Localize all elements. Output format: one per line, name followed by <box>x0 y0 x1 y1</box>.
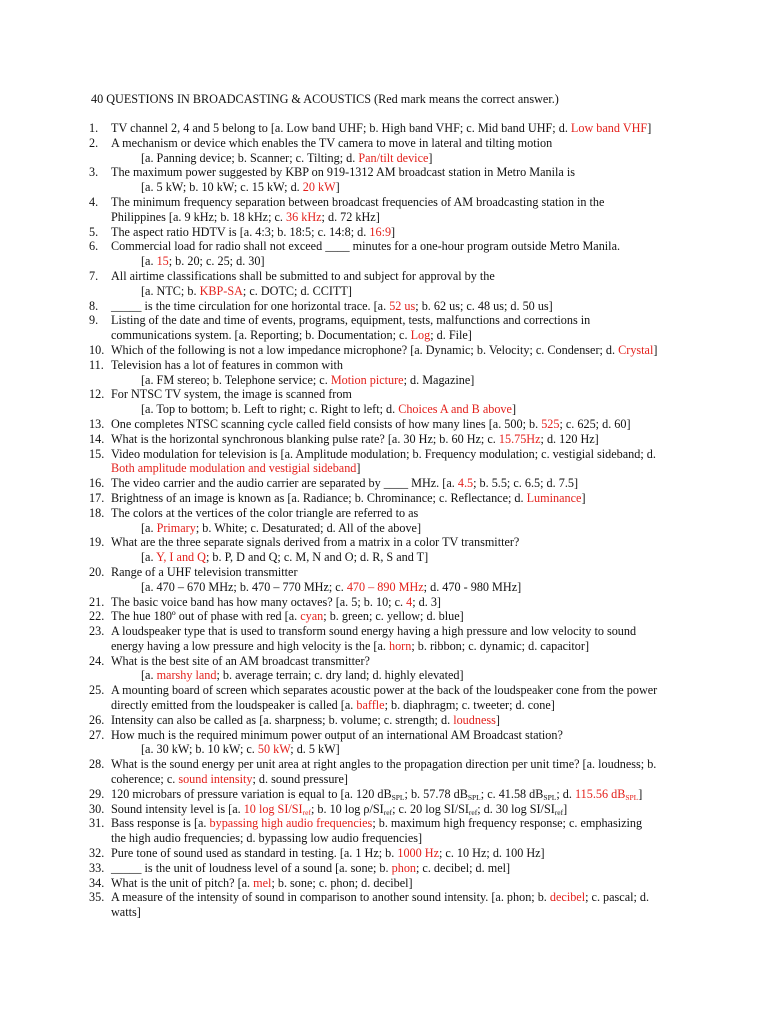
question-number: 4. <box>89 194 99 209</box>
question-item <box>89 890 689 920</box>
question-item <box>89 757 689 787</box>
correct-answer-text: mel <box>253 875 272 890</box>
question-line <box>111 757 689 772</box>
subscript-text: SPL <box>543 792 557 802</box>
question-item <box>89 313 689 343</box>
question-item <box>89 165 689 195</box>
question-text: Brightness of an image is known as [a. Radiance; b. Chrominance; c. Reflectance; d. <box>111 490 527 505</box>
question-text: One completes NTSC scanning cycle called field consists of how many lines [a. 500; b. <box>111 416 542 431</box>
question-line <box>111 432 689 447</box>
question-number: 33. <box>89 860 105 875</box>
correct-answer-text: Low band VHF <box>570 121 648 135</box>
question-item <box>89 343 689 358</box>
question-text: ] <box>335 180 340 195</box>
question-line <box>111 698 689 713</box>
question-line <box>111 299 689 314</box>
question-text: A measure of the intensity of sound in comparison to another sound intensity. [a. phon; b. <box>111 890 550 905</box>
question-number: 15. <box>89 446 105 461</box>
question-number: 25. <box>89 683 105 698</box>
correct-answer-text: Choices A and B above <box>398 402 512 417</box>
question-item <box>89 861 689 876</box>
question-text: _____ is the unit of loudness level of a sound [a. sone; b. <box>111 860 392 875</box>
question-text: The hue 180º out of phase with red [a. <box>111 609 301 624</box>
question-line <box>111 210 689 225</box>
question-text: ] <box>638 786 643 801</box>
correct-answer-text: Both amplitude modulation and vestigial sideband <box>111 461 357 476</box>
question-number: 23. <box>89 624 105 639</box>
question-item <box>89 876 689 891</box>
correct-answer-text: Motion picture <box>330 372 404 387</box>
question-line <box>111 195 689 210</box>
question-number: 7. <box>89 268 99 283</box>
question-number: 30. <box>89 801 105 816</box>
question-text: Pure tone of sound used as standard in testing. [a. 1 Hz; b. <box>111 846 398 861</box>
question-line <box>111 624 689 639</box>
subscript-text: SPL <box>391 792 405 802</box>
question-item <box>89 432 689 447</box>
question-line <box>111 816 689 831</box>
question-text: A mechanism or device which enables the TV camera to move in lateral and tilting motion <box>111 135 553 150</box>
correct-answer-text: 15 <box>156 254 169 269</box>
question-line <box>111 165 689 180</box>
correct-answer-text: 470 – 890 MHz <box>346 579 424 594</box>
question-item <box>89 506 689 536</box>
question-text: ; b. average terrain; c. dry land; d. highly elevated] <box>216 668 464 683</box>
correct-answer-text: 115.56 dB <box>574 786 626 801</box>
question-text: Intensity can also be called as [a. sharpness; b. volume; c. strength; d. <box>111 712 454 727</box>
question-text: [a. 470 – 670 MHz; b. 470 – 770 MHz; c. <box>141 579 347 594</box>
question-number: 24. <box>89 653 105 668</box>
correct-answer-text: SPL <box>625 792 639 802</box>
document-title: 40 QUESTIONS IN BROADCASTING & ACOUSTICS (Red mark means the correct answer.) <box>91 92 559 106</box>
subscript-text: SPL <box>467 792 481 802</box>
question-line <box>111 447 689 462</box>
question-line <box>111 742 689 757</box>
correct-answer-text: KBP-SA <box>199 283 243 298</box>
question-text: The colors at the vertices of the color triangle are referred to as <box>111 505 419 520</box>
question-text: [a. Panning device; b. Scanner; c. Tilting; d. <box>141 150 359 165</box>
question-text: ] <box>563 801 568 816</box>
question-line <box>111 580 689 595</box>
correct-answer-text: 4.5 <box>457 476 474 491</box>
question-text: ] <box>653 342 658 357</box>
question-line <box>111 417 689 432</box>
question-line <box>111 521 689 536</box>
question-text: ; b. sone; c. phon; d. decibel] <box>271 875 413 890</box>
question-line <box>111 565 689 580</box>
subscript-text: ref <box>468 807 478 817</box>
question-text: ; d. 470 - 980 MHz] <box>423 579 522 594</box>
question-line <box>111 668 689 683</box>
subscript-text: ref <box>554 807 564 817</box>
question-text: The minimum frequency separation between broadcast frequencies of AM broadcasting station in the <box>111 194 605 209</box>
correct-answer-text: bypassing high audio frequencies <box>209 816 373 831</box>
question-line <box>111 890 689 905</box>
question-text: [a. FM stereo; b. Telephone service; c. <box>141 372 331 387</box>
question-item <box>89 535 689 565</box>
question-text: The video carrier and the audio carrier are separated by ____ MHz. [a. <box>111 476 458 491</box>
correct-answer-text: cyan <box>300 609 324 624</box>
question-line <box>111 787 689 802</box>
correct-answer-text: phon <box>391 860 416 875</box>
question-number: 31. <box>89 816 105 831</box>
question-number: 6. <box>89 239 99 254</box>
question-number: 28. <box>89 757 105 772</box>
correct-answer-text: marshy land <box>156 668 217 683</box>
correct-answer-text: Log <box>410 328 431 343</box>
question-item <box>89 269 689 299</box>
question-item <box>89 195 689 225</box>
question-line <box>111 284 689 299</box>
question-text: ] <box>511 402 516 417</box>
question-list <box>89 121 689 920</box>
question-number: 14. <box>89 431 105 446</box>
question-number: 16. <box>89 476 105 491</box>
question-text: ; b. P, D and Q; c. M, N and O; d. R, S and T] <box>205 550 429 565</box>
question-text: ; d. File] <box>430 328 472 343</box>
question-item <box>89 136 689 166</box>
question-text: ; b. 20; c. 25; d. 30] <box>168 254 265 269</box>
question-text: Philippines [a. 9 kHz; b. 18 kHz; c. <box>111 209 286 224</box>
question-text: [a. NTC; b. <box>141 283 200 298</box>
question-text: energy having a low pressure and high velocity is the [a. <box>111 638 389 653</box>
question-text: ] <box>647 121 652 135</box>
question-number: 18. <box>89 505 105 520</box>
question-text: [a. Top to bottom; b. Left to right; c. Right to left; d. <box>141 402 399 417</box>
question-number: 2. <box>89 135 99 150</box>
question-text: ; b. green; c. yellow; d. blue] <box>323 609 464 624</box>
question-item <box>89 491 689 506</box>
question-item <box>89 595 689 610</box>
question-item <box>89 239 689 269</box>
question-number: 11. <box>89 357 104 372</box>
question-text: The maximum power suggested by KBP on 919-1312 AM broadcast station in Metro Manila is <box>111 165 575 180</box>
correct-answer-text: 525 <box>541 416 560 431</box>
question-line <box>111 180 689 195</box>
question-text: Commercial load for radio shall not exceed ____ minutes for a one-hour program outside Metro Manila. <box>111 239 621 254</box>
question-line <box>111 772 689 787</box>
question-text: ; d. Magazine] <box>403 372 475 387</box>
question-text: How much is the required minimum power output of an international AM Broadcast station? <box>111 727 563 742</box>
correct-answer-text: 4 <box>406 594 413 609</box>
correct-answer-text: Crystal <box>618 342 654 357</box>
question-text: The basic voice band has how many octaves? [a. 5; b. 10; c. <box>111 594 407 609</box>
correct-answer-text: ref <box>302 807 311 817</box>
correct-answer-text: 16:9 <box>369 224 392 239</box>
question-text: ; b. ribbon; c. dynamic; d. capacitor] <box>411 638 590 653</box>
question-item <box>89 121 689 136</box>
question-item <box>89 565 689 595</box>
question-line <box>111 121 689 136</box>
correct-answer-text: Primary <box>156 520 196 535</box>
question-text: ; c. 41.58 dB <box>480 786 544 801</box>
question-text: A loudspeaker type that is used to transform sound energy having a high pressure and low velocity to sound <box>111 624 637 639</box>
question-text: ; c. 10 Hz; d. 100 Hz] <box>439 846 545 861</box>
question-number: 32. <box>89 846 105 861</box>
question-item <box>89 816 689 846</box>
question-item <box>89 447 689 477</box>
question-line <box>111 461 689 476</box>
question-number: 35. <box>89 890 105 905</box>
question-number: 9. <box>89 313 99 328</box>
question-line <box>111 328 689 343</box>
subscript-text: ref <box>383 807 393 817</box>
question-line <box>111 861 689 876</box>
question-text: What is the horizontal synchronous blanking pulse rate? [a. 30 Hz; b. 60 Hz; c. <box>111 431 499 446</box>
question-number: 26. <box>89 712 105 727</box>
correct-answer-text: 36 kHz <box>286 209 322 224</box>
question-text: ; d. 3] <box>412 594 441 609</box>
question-line <box>111 387 689 402</box>
question-text: ; d. <box>556 786 575 801</box>
question-text: ; b. 62 us; c. 48 us; d. 50 us] <box>415 298 553 313</box>
question-number: 20. <box>89 564 105 579</box>
question-line <box>111 595 689 610</box>
question-text: What is the unit of pitch? [a. <box>111 875 254 890</box>
question-text: ; c. decibel; d. mel] <box>416 860 511 875</box>
question-text: Range of a UHF television transmitter <box>111 564 298 579</box>
question-text: 120 microbars of pressure variation is equal to [a. 120 dB <box>111 786 392 801</box>
question-text: ] <box>356 461 361 476</box>
question-item <box>89 713 689 728</box>
question-text: ] <box>495 712 500 727</box>
question-number: 29. <box>89 786 105 801</box>
question-line <box>111 506 689 521</box>
question-text: ] <box>581 490 586 505</box>
correct-answer-text: 50 kW <box>257 742 291 757</box>
question-text: For NTSC TV system, the image is scanned from <box>111 387 352 402</box>
correct-answer-text: 52 us <box>389 298 416 313</box>
question-text: Television has a lot of features in common with <box>111 357 344 372</box>
question-text: [a. <box>141 520 157 535</box>
question-text: All airtime classifications shall be submitted to and subject for approval by the <box>111 268 495 283</box>
question-line <box>111 876 689 891</box>
question-text: ; d. 30 log SI/SI <box>477 801 555 816</box>
question-number: 10. <box>89 342 105 357</box>
question-text: [a. <box>141 668 157 683</box>
question-item <box>89 609 689 624</box>
question-line <box>111 254 689 269</box>
question-line <box>111 609 689 624</box>
question-number: 17. <box>89 490 105 505</box>
question-text: ; d. 120 Hz] <box>540 431 599 446</box>
question-line <box>111 713 689 728</box>
question-line <box>111 476 689 491</box>
question-number: 19. <box>89 535 105 550</box>
question-line <box>111 905 689 920</box>
correct-answer-text: 1000 Hz <box>397 846 439 861</box>
question-number: 21. <box>89 594 105 609</box>
question-line <box>111 373 689 388</box>
question-number: 34. <box>89 875 105 890</box>
question-text: ; d. sound pressure] <box>252 772 348 787</box>
question-text: [a. 30 kW; b. 10 kW; c. <box>141 742 258 757</box>
question-text: ] <box>428 150 433 165</box>
correct-answer-text: 10 log SI/SI <box>243 801 303 816</box>
question-line <box>111 491 689 506</box>
question-item <box>89 417 689 432</box>
question-text: communications system. [a. Reporting; b. Documentation; c. <box>111 328 411 343</box>
question-line <box>111 846 689 861</box>
question-text: ; c. 625; d. 60] <box>559 416 631 431</box>
question-line <box>111 802 689 817</box>
question-line <box>111 151 689 166</box>
question-line <box>111 402 689 417</box>
question-item <box>89 358 689 388</box>
question-text: A mounting board of screen which separates acoustic power at the back of the loudspeaker cone from the power <box>111 683 658 698</box>
question-text: Bass response is [a. <box>111 816 210 831</box>
question-item <box>89 683 689 713</box>
correct-answer-text: 15.75Hz <box>498 431 541 446</box>
question-number: 1. <box>89 121 99 135</box>
correct-answer-text: loudness <box>453 712 496 727</box>
question-line <box>111 831 689 846</box>
question-text: ; c. DOTC; d. CCITT] <box>242 283 352 298</box>
question-line <box>111 343 689 358</box>
question-text: ; c. pascal; d. <box>585 890 650 905</box>
question-line <box>111 639 689 654</box>
question-text: ; d. 5 kW] <box>290 742 340 757</box>
question-item <box>89 846 689 861</box>
question-line <box>111 683 689 698</box>
question-item <box>89 299 689 314</box>
question-text: ; b. White; c. Desaturated; d. All of the above] <box>195 520 422 535</box>
question-number: 13. <box>89 416 105 431</box>
correct-answer-text: 20 kW <box>302 180 336 195</box>
question-text: ; b. maximum high frequency response; c. emphasizing <box>372 816 643 831</box>
question-text: ] <box>391 224 396 239</box>
question-number: 3. <box>89 165 99 180</box>
question-line <box>111 535 689 550</box>
question-text: What is the best site of an AM broadcast transmitter? <box>111 653 370 668</box>
question-number: 22. <box>89 609 105 624</box>
question-text: directly emitted from the loudspeaker is called [a. <box>111 698 357 713</box>
correct-answer-text: Y, I and Q <box>156 550 206 565</box>
question-number: 5. <box>89 224 99 239</box>
question-text: ; c. 20 log SI/SI <box>392 801 469 816</box>
question-text: watts] <box>111 905 141 920</box>
question-text: _____ is the time circulation for one horizontal trace. [a. <box>111 298 390 313</box>
question-text: TV channel 2, 4 and 5 belong to [a. Low band UHF; b. High band VHF; c. Mid band UHF; d. <box>111 121 571 135</box>
correct-answer-text: Pan/tilt device <box>358 150 429 165</box>
question-number: 27. <box>89 727 105 742</box>
question-number: 8. <box>89 298 99 313</box>
correct-answer-text: Luminance <box>526 490 582 505</box>
question-text: Sound intensity level is [a. <box>111 801 244 816</box>
question-text: coherence; c. <box>111 772 179 787</box>
question-text: [a. 5 kW; b. 10 kW; c. 15 kW; d. <box>141 180 303 195</box>
question-item <box>89 728 689 758</box>
question-item <box>89 476 689 491</box>
question-text: ; d. 72 kHz] <box>321 209 380 224</box>
question-text: ; b. 5.5; c. 6.5; d. 7.5] <box>473 476 579 491</box>
question-item <box>89 787 689 802</box>
correct-answer-text: decibel <box>549 890 586 905</box>
question-text: The aspect ratio HDTV is [a. 4:3; b. 18:5; c. 14:8; d. <box>111 224 370 239</box>
question-text: ; b. diaphragm; c. tweeter; d. cone] <box>384 698 555 713</box>
question-item <box>89 654 689 684</box>
question-text: What are the three separate signals derived from a matrix in a color TV transmitter? <box>111 535 520 550</box>
question-item <box>89 802 689 817</box>
question-text: Video modulation for television is [a. Amplitude modulation; b. Frequency modulation; c. vestigial sideband; d. <box>111 446 656 461</box>
question-text: [a. <box>141 550 157 565</box>
question-line <box>111 225 689 240</box>
question-line <box>111 550 689 565</box>
question-text: ; b. 57.78 dB <box>404 786 468 801</box>
question-text: Listing of the date and time of events, programs, equipment, tests, malfunctions and corrections in <box>111 313 591 328</box>
question-number: 12. <box>89 387 105 402</box>
question-line <box>111 136 689 151</box>
question-line <box>111 269 689 284</box>
question-item <box>89 624 689 654</box>
question-line <box>111 313 689 328</box>
question-text: [a. <box>141 254 157 269</box>
question-text: Which of the following is not a low impedance microphone? [a. Dynamic; b. Velocity; c. Condenser; d. <box>111 342 619 357</box>
question-text: ; b. 10 log ρ/SI <box>310 801 384 816</box>
correct-answer-text: baffle <box>356 698 385 713</box>
question-item <box>89 387 689 417</box>
question-text: What is the sound energy per unit area at right angles to the propagation direction per unit time? [a. loudness; b. <box>111 757 657 772</box>
question-text: the high audio frequencies; d. bypassing low audio frequencies] <box>111 831 423 846</box>
question-line <box>111 654 689 669</box>
question-item <box>89 225 689 240</box>
correct-answer-text: horn <box>388 638 412 653</box>
question-line <box>111 358 689 373</box>
question-line <box>111 239 689 254</box>
correct-answer-text: sound intensity <box>178 772 253 787</box>
question-line <box>111 728 689 743</box>
